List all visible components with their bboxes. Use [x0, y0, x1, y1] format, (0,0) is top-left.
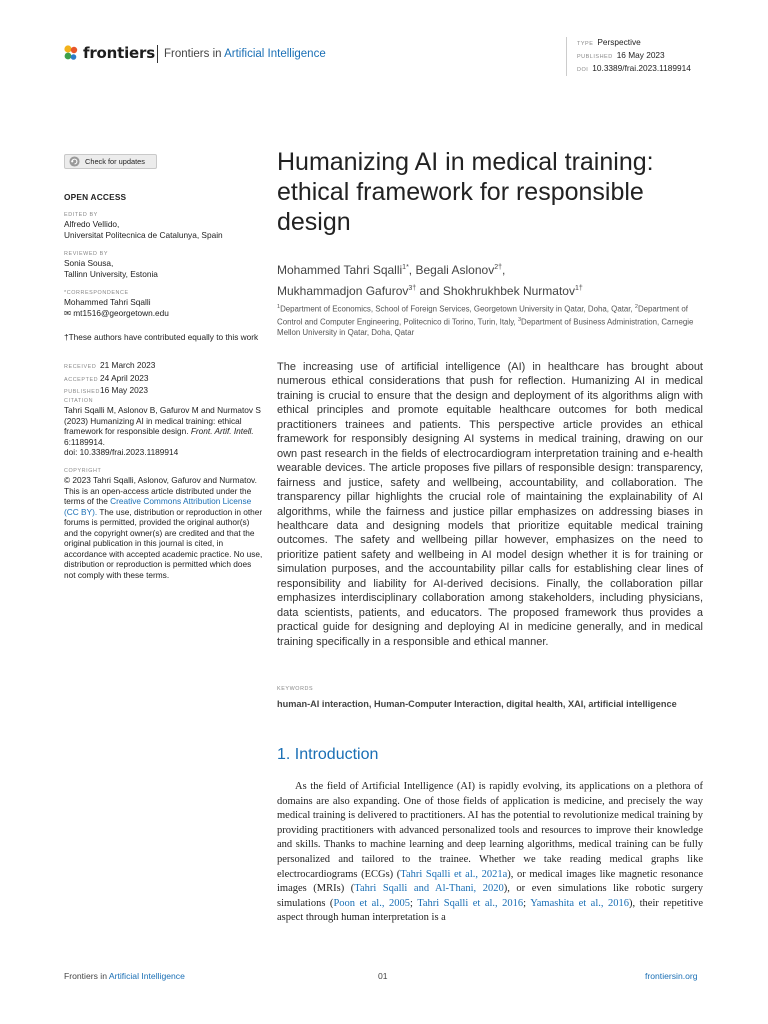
- page-number: 01: [378, 971, 388, 981]
- header-divider: [157, 45, 158, 63]
- citation-link[interactable]: Yamashita et al., 2016: [530, 897, 629, 909]
- author-name[interactable]: Shokhrukhbek Nurmatov: [442, 283, 575, 298]
- citation-link[interactable]: Tahri Sqalli and Al-Thani, 2020: [354, 883, 504, 895]
- refresh-icon: [69, 156, 80, 167]
- frontiers-logo[interactable]: [63, 44, 155, 62]
- email-link[interactable]: ✉ mt1516@georgetown.edu: [64, 307, 169, 318]
- envelope-icon: ✉: [64, 307, 71, 318]
- article-title: Humanizing AI in medical training: ethical framework for responsible design: [277, 148, 654, 236]
- license-link[interactable]: Creative Commons Attribution License (CC BY).: [64, 496, 252, 517]
- journal-title: Artificial Intelligence: [224, 48, 326, 60]
- citation-link[interactable]: Poon et al., 2005: [333, 897, 410, 909]
- edited-by: EDITED BY Alfredo Vellido, Universitat Politecnica de Catalunya, Spain: [64, 212, 223, 240]
- keywords-label: KEYWORDS: [277, 686, 314, 692]
- footer-site-link[interactable]: frontiersin.org: [645, 971, 698, 981]
- citation-link[interactable]: Tahri Sqalli et al., 2016: [417, 897, 524, 909]
- check-for-updates-button[interactable]: [64, 154, 157, 169]
- article-meta: [566, 37, 691, 76]
- meta-doi[interactable]: DOI 10.3389/frai.2023.1189914: [577, 63, 691, 73]
- open-access-label: OPEN ACCESS: [64, 192, 127, 202]
- author-name[interactable]: Begali Aslonov: [415, 263, 495, 277]
- author-list: Mohammed Tahri Sqalli$^{1*}$, Begali Aslonov$^{2\dagger}$, Mukhammadjon Gafurov$^{3\dagger}$ and Shokhrukhbek Nurmatov$^{1\dagger}$: [277, 263, 583, 298]
- meta-published: PUBLISHED 16 May 2023: [577, 50, 665, 60]
- meta-type: TYPE Perspective: [577, 37, 641, 47]
- article-dates: [64, 360, 264, 398]
- section-heading-introduction: 1. Introduction: [277, 746, 379, 763]
- received-date: RECEIVED 21 March 2023: [64, 360, 156, 370]
- frontiers-logo-icon: [63, 44, 79, 62]
- citation-link[interactable]: Tahri Sqalli et al., 2021a: [400, 868, 508, 880]
- affiliations: $^1$Department of Economics, School of Foreign Services, Georgetown University in Qatar, Doha, Qatar, $^2$Department of Control and Computer Engineering, Politecnico di Torino, Turin, Italy, $^3$Department of Business Administration, Carnegie Mellon University in Qatar, Doha, Qatar: [277, 304, 694, 337]
- keywords: human-AI interaction, Human-Computer Interaction, digital health, XAI, artificial intelligence: [277, 699, 677, 709]
- brand-wordmark: frontiers: [83, 44, 155, 62]
- abstract: The increasing use of artificial intelligence (AI) in healthcare has brought about numerous ethical considerations that push for reflection. Humanizing AI in medical training is crucial to ensure that the design and deployment of its algorithms align with ethical principles and promote equitable healthcare outcomes for both medical practitioners trainees and patients. This perspective article provides an ethical framework for responsibly designing AI systems in medical training, drawing on our own past research in the fields of electrocardiogram interpretation training and e-health wearable devices. The article proposes five pillars of responsible design: transparency, fairness and justice, safety and wellbeing, accountability, and collaboration. The transparency pillar highlights the crucial role of maintaining the explainability of AI algorithms, while the fairness and justice pillar emphasizes on addressing biases in healthcare data and designing models that prioritize equitable medical training outcomes. The safety and wellbeing pillar however, emphasizes on the need to prioritize patient safety and wellbeing in AI model design whether it is for training or simulation purposes, and the accountability pillar calls for establishing clear lines of responsibility and liability for AI-derived decisions. Finally, the collaboration pillar emphasizes interdisciplinary collaboration among stakeholders, including physicians, data scientists, patients, and educators. The proposed framework thus provides a practical guide for designing and deploying AI in medicine generally, and in medical training specifically in a responsible and ethical manner.: [277, 361, 703, 648]
- reviewed-by: REVIEWED BY Sonia Sousa, Tallinn University, Estonia: [64, 251, 158, 279]
- copyright: COPYRIGHT © 2023 Tahri Sqalli, Aslonov, Gafurov and Nurmatov. This is an open-access article distributed under the terms of the Creative Commons Attribution License (CC BY). The use, distribution or reproduction in other forums is permitted, provided the original author(s) and the copyright owner(s) are credited and that the original publication in this journal is cited, in accordance with accepted academic practice. No use, distribution or reproduction is permitted which does not comply with these terms.: [64, 468, 263, 580]
- author-name[interactable]: Mukhammadjon Gafurov: [277, 283, 409, 298]
- published-date: PUBLISHED16 May 2023: [64, 385, 148, 395]
- author-name[interactable]: Mohammed Tahri Sqalli: [277, 263, 403, 277]
- introduction-paragraph: As the field of Artificial Intelligence (AI) is rapidly evolving, its applications on a plethora of domains are also expanding. One of those fields of application is medicine, and precisely the way medical training is delivered to practitioners. AI has the potential to revolutionize medical training by providing practitioners with advanced personalized tools and resources to improve their knowledge and skills. Thanks to machine learning and deep learning algorithms, medical training can be fully personalized and tailored to the trainee. Whether we take reading medical graphs like electrocardiograms (ECGs) (Tahri Sqalli et al., 2021a), or medical images like magnetic resonance images (MRIs) (Tahri Sqalli and Al-Thani, 2020), or even simulations like robotic surgery simulations (Poon et al., 2005; Tahri Sqalli et al., 2016; Yamashita et al., 2016), their repetitive aspect through human interpretation is a: [277, 781, 704, 924]
- accepted-date: ACCEPTED 24 April 2023: [64, 372, 149, 383]
- correspondence: *CORRESPONDENCE Mohammed Tahri Sqalli ✉ mt1516@georgetown.edu: [64, 290, 264, 318]
- citation-doi[interactable]: doi: 10.3389/frai.2023.1189914: [64, 447, 179, 457]
- footer-journal[interactable]: Frontiers in Artificial Intelligence: [64, 971, 185, 981]
- equal-contribution-note: †These authors have contributed equally to this work: [64, 332, 259, 342]
- check-for-updates-label: Check for updates: [85, 157, 145, 166]
- citation: CITATION Tahri Sqalli M, Aslonov B, Gafurov M and Nurmatov S (2023) Humanizing AI in medical training: ethical framework for responsible design. Front. Artif. Intell. 6:1189914. doi: 10.3389/frai.2023.1189914: [64, 398, 264, 458]
- journal-name[interactable]: [164, 48, 326, 60]
- journal-prefix: Frontiers in: [164, 48, 222, 60]
